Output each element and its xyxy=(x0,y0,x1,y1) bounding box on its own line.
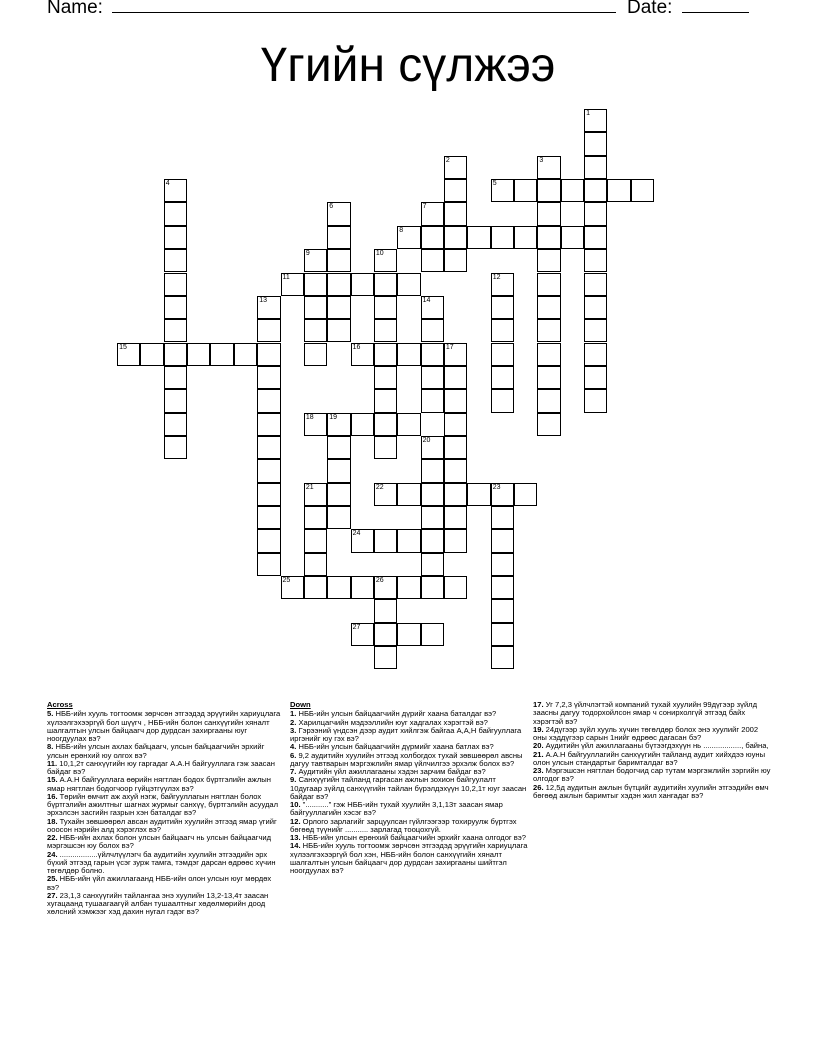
date-label: Date: xyxy=(627,0,673,18)
crossword-cell[interactable] xyxy=(491,273,514,296)
crossword-cell[interactable] xyxy=(327,506,350,529)
clue-number: 7 xyxy=(422,203,427,211)
crossword-cell[interactable] xyxy=(281,576,304,599)
crossword-cell[interactable] xyxy=(584,366,607,389)
crossword-cell[interactable] xyxy=(327,483,350,506)
clue-number-label: 22. xyxy=(47,833,58,842)
crossword-cell[interactable] xyxy=(491,506,514,529)
crossword-cell[interactable] xyxy=(304,296,327,319)
clue-text: НББ-ийн улсын байцаагчийн дүрийг хаана баталдаг вэ? xyxy=(296,709,497,719)
clue-number: 27 xyxy=(352,623,361,631)
across-heading: Across xyxy=(47,700,73,709)
clue-text: Тухайн зөвшөөрөл авсан аудитийн хуулийн этгээд ямар үгийг ооосон нэрийн алд хэрэглэх вэ? xyxy=(47,816,277,834)
clue-text: Харилцагчийн мэдээллийн юуг хадгалах хэрэгтэй вэ? xyxy=(296,717,488,727)
crossword-cell[interactable] xyxy=(164,202,187,225)
crossword-cell[interactable] xyxy=(117,343,140,366)
crossword-cell[interactable] xyxy=(304,553,327,576)
crossword-cell[interactable] xyxy=(257,506,280,529)
crossword-cell[interactable] xyxy=(164,179,187,202)
clue-text: НББ-ийн ахлах болон улсын байцаагч нь улсын байцаагчид мэргэшсэн юу болох вэ? xyxy=(47,833,272,851)
clue-number: 23 xyxy=(492,483,501,491)
crossword-cell[interactable] xyxy=(187,343,210,366)
crossword-cell[interactable] xyxy=(421,576,444,599)
crossword-cell[interactable] xyxy=(397,623,420,646)
crossword-cell[interactable] xyxy=(584,249,607,272)
crossword-cell[interactable] xyxy=(304,413,327,436)
clue-item xyxy=(533,726,771,743)
clue-number: 18 xyxy=(305,413,314,421)
crossword-cell[interactable] xyxy=(374,296,397,319)
crossword-cell[interactable] xyxy=(444,576,467,599)
crossword-cell[interactable] xyxy=(537,366,560,389)
crossword-cell[interactable] xyxy=(257,413,280,436)
clue-text: ..................үйлчлүүлэгч ба аудитийн хуулийн этгээдийн эрх бүхий этгээд гарын үсэг зурж тамга, тэмдэг дарсан өдрөөс хүчин төгөлдөр болно. xyxy=(47,849,276,875)
clue-text: НББ-ийн үйл ажиллагаанд НББ-ийн олон улсын юуг мөрдөх вэ? xyxy=(47,874,272,892)
clue-text: 23,1,3 санхүүгийн тайлангаа энэ хуулийн 13,2-13,4т заасан хугацаанд тушаагаагүй албан тушаалтныг хөдөлмөрийн доод хөлсний хэмжээг хэд дахин нугал гэдэг вэ? xyxy=(47,890,269,917)
clue-text: Аудитийн үйл ажиллагааны хэдэн зарчим байдаг вэ? xyxy=(296,767,486,776)
clue-item xyxy=(290,727,528,744)
clue-text: А.А.Н байгууллагийн санхүүгийн тайланд аудит хийхдээ юуны олон улсын стандартыг баримталдаг вэ? xyxy=(533,749,766,767)
crossword-cell[interactable] xyxy=(561,226,584,249)
across-clues xyxy=(47,701,285,917)
crossword-cell[interactable] xyxy=(397,576,420,599)
clue-number-label: 7. xyxy=(290,767,297,776)
crossword-cell[interactable] xyxy=(304,319,327,342)
crossword-cell[interactable] xyxy=(397,343,420,366)
crossword-cell[interactable] xyxy=(257,343,280,366)
crossword-cell[interactable] xyxy=(257,319,280,342)
crossword-cell[interactable] xyxy=(537,273,560,296)
crossword-cell[interactable] xyxy=(537,296,560,319)
crossword-cell[interactable] xyxy=(537,343,560,366)
crossword-cell[interactable] xyxy=(374,273,397,296)
clue-text: 9,2 аудитийн хуулийн этгээд холбогдох тухай зөвшөөрөл авсны дагуу тавтварын мэргэжлийн ямар үйлчилгээ эрхэлж болох вэ? xyxy=(290,750,523,768)
crossword-cell[interactable] xyxy=(467,226,490,249)
clue-number: 12 xyxy=(492,273,501,281)
clue-item xyxy=(290,801,528,818)
clue-number-label: 21. xyxy=(533,749,544,759)
crossword-cell[interactable] xyxy=(257,553,280,576)
clue-number-label: 3. xyxy=(290,725,297,735)
crossword-cell[interactable] xyxy=(210,343,233,366)
crossword-cell[interactable] xyxy=(607,179,630,202)
clue-number-label: 16. xyxy=(47,791,58,801)
crossword-cell[interactable] xyxy=(561,179,584,202)
crossword-cell[interactable] xyxy=(327,576,350,599)
crossword-cell[interactable] xyxy=(444,343,467,366)
crossword-cell[interactable] xyxy=(257,483,280,506)
crossword-cell[interactable] xyxy=(444,156,467,179)
clue-number: 1 xyxy=(586,110,590,117)
crossword-cell[interactable] xyxy=(444,366,467,389)
crossword-cell[interactable] xyxy=(491,389,514,412)
crossword-cell[interactable] xyxy=(421,226,444,249)
crossword-cell[interactable] xyxy=(584,319,607,342)
crossword-cell[interactable] xyxy=(537,389,560,412)
clue-text: Уг 7,2,3 үйлчлэгтэй компаний тухай хуулийн 99дүгээр зүйлд заасны дагуу тодорхойлсон ямар ч сонирхолгүй этгээд байх хэрэгтэй вэ? xyxy=(533,700,758,726)
crossword-cell[interactable] xyxy=(421,459,444,482)
clue-number: 19 xyxy=(329,413,337,421)
crossword-cell[interactable] xyxy=(374,436,397,459)
crossword-cell[interactable] xyxy=(351,623,374,646)
clue-number-label: 17. xyxy=(533,700,544,709)
crossword-cell[interactable] xyxy=(444,459,467,482)
clue-number-label: 13. xyxy=(290,833,301,842)
clue-item xyxy=(47,875,285,892)
crossword-cell[interactable] xyxy=(164,226,187,249)
crossword-cell[interactable] xyxy=(374,319,397,342)
crossword-cell[interactable] xyxy=(164,273,187,296)
crossword-cell[interactable] xyxy=(327,273,350,296)
clue-item xyxy=(533,751,771,768)
clue-number-label: 18. xyxy=(47,816,58,826)
crossword-cell[interactable] xyxy=(304,249,327,272)
clue-text: "..........." гэж НББ-ийн тухай хуулийн 3,1,13т заасан ямар байгууллагийн хэсэг вэ? xyxy=(290,800,503,818)
crossword-cell[interactable] xyxy=(374,483,397,506)
clue-number: 14 xyxy=(422,296,431,304)
crossword-cell[interactable] xyxy=(374,413,397,436)
crossword-cell[interactable] xyxy=(327,202,350,225)
crossword-cell[interactable] xyxy=(584,179,607,202)
crossword-cell[interactable] xyxy=(584,273,607,296)
clue-text: 12,5д аудитын ажлын бүтцийг аудитийн хуулийн этгээдийн өмч бөгөөд ажлын баримтыг хэдэн жил хангадаг вэ? xyxy=(533,782,769,800)
crossword-cell[interactable] xyxy=(444,226,467,249)
down-clues xyxy=(290,701,528,875)
clue-item xyxy=(290,818,528,835)
crossword-cell[interactable] xyxy=(140,343,163,366)
clue-number: 4 xyxy=(165,180,170,188)
crossword-cell[interactable] xyxy=(444,436,467,459)
clue-number-label: 23. xyxy=(533,766,544,775)
crossword-cell[interactable] xyxy=(421,553,444,576)
crossword-cell[interactable] xyxy=(397,529,420,552)
clue-number: 25 xyxy=(282,577,291,584)
clue-number: 5 xyxy=(492,180,497,188)
clue-text: НББ-ийн улсын ахлах байцаагч, улсын байцаагчийн эрхийг улсын ерөнхий юу олгох вэ? xyxy=(47,742,265,760)
crossword-cell[interactable] xyxy=(257,529,280,552)
crossword-cell[interactable] xyxy=(374,599,397,622)
clue-item xyxy=(47,793,285,818)
clue-number: 2 xyxy=(445,156,450,164)
crossword-cell[interactable] xyxy=(257,389,280,412)
crossword-cell[interactable] xyxy=(164,249,187,272)
crossword-cell[interactable] xyxy=(421,319,444,342)
crossword-cell[interactable] xyxy=(164,389,187,412)
crossword-cell[interactable] xyxy=(491,646,514,669)
crossword-cell[interactable] xyxy=(421,343,444,366)
crossword-cell[interactable] xyxy=(327,319,350,342)
clue-number-label: 2. xyxy=(290,717,297,727)
clue-number-label: 27. xyxy=(47,890,58,900)
name-label: Name: xyxy=(47,0,103,18)
clue-text: Аудитийн үйл ажиллагааны бүтээгдэхүүн нь .................., байна, xyxy=(543,741,769,751)
crossword-cell[interactable] xyxy=(584,343,607,366)
crossword-cell[interactable] xyxy=(351,413,374,436)
crossword-cell[interactable] xyxy=(304,529,327,552)
crossword-cell[interactable] xyxy=(374,366,397,389)
crossword-cell[interactable] xyxy=(327,436,350,459)
crossword-cell[interactable] xyxy=(491,553,514,576)
clue-number-label: 14. xyxy=(290,841,301,851)
clue-text: Мэргэшсэн нягтлан бодогчид сар тутам мэргэжлийн зэргийн юу олгодог вэ? xyxy=(533,766,771,784)
crossword-cell[interactable] xyxy=(304,483,327,506)
crossword-cell[interactable] xyxy=(234,343,257,366)
crossword-cell[interactable] xyxy=(444,389,467,412)
crossword-cell[interactable] xyxy=(421,389,444,412)
crossword-cell[interactable] xyxy=(257,459,280,482)
crossword-cell[interactable] xyxy=(514,179,537,202)
crossword-cell[interactable] xyxy=(537,226,560,249)
clue-number-label: 10. xyxy=(290,800,301,809)
clue-text: НББ-ийн улсын ерөнхий байцаагчийн эрхийг хаана олгодог вэ? xyxy=(300,833,526,842)
down-heading: Down xyxy=(290,700,311,709)
crossword-cell[interactable] xyxy=(537,156,560,179)
clue-item xyxy=(290,776,528,801)
clue-number-label: 11. xyxy=(47,758,58,768)
clue-number-label: 15. xyxy=(47,775,58,785)
crossword-cell[interactable] xyxy=(537,179,560,202)
crossword-cell[interactable] xyxy=(491,483,514,506)
crossword-cell[interactable] xyxy=(327,249,350,272)
crossword-cell[interactable] xyxy=(257,296,280,319)
crossword-cell[interactable] xyxy=(351,576,374,599)
crossword-cell[interactable] xyxy=(257,366,280,389)
crossword-cell[interactable] xyxy=(537,202,560,225)
crossword-cell[interactable] xyxy=(304,343,327,366)
crossword-cell[interactable] xyxy=(164,319,187,342)
clue-number: 22 xyxy=(375,483,384,491)
clue-number: 21 xyxy=(305,483,314,491)
crossword-cell[interactable] xyxy=(397,413,420,436)
clue-item xyxy=(47,818,285,835)
clue-number: 6 xyxy=(329,203,334,211)
crossword-cell[interactable] xyxy=(514,226,537,249)
crossword-cell[interactable] xyxy=(514,483,537,506)
crossword-cell[interactable] xyxy=(491,599,514,622)
crossword-cell[interactable] xyxy=(397,226,420,249)
crossword-cell[interactable] xyxy=(444,413,467,436)
crossword-cell[interactable] xyxy=(374,576,397,599)
crossword-cell[interactable] xyxy=(164,343,187,366)
crossword-cell[interactable] xyxy=(164,436,187,459)
crossword-cell[interactable] xyxy=(584,109,607,132)
crossword-cell[interactable] xyxy=(491,366,514,389)
crossword-cell[interactable] xyxy=(304,506,327,529)
crossword-cell[interactable] xyxy=(421,249,444,272)
crossword-cell[interactable] xyxy=(351,343,374,366)
crossword-cell[interactable] xyxy=(421,506,444,529)
crossword-cell[interactable] xyxy=(491,529,514,552)
crossword-cell[interactable] xyxy=(491,319,514,342)
crossword-cell[interactable] xyxy=(421,202,444,225)
clue-item xyxy=(47,851,285,876)
clue-text: Санхүүгийн тайланд гаргасан ажлын зохион байгуулалт 10дугаар зүйлд санхүүгийн тайлан бүрэлдэхүүн 10,2,1т юуг заасан байдаг вэ? xyxy=(290,775,527,801)
clue-number-label: 24. xyxy=(47,849,58,859)
clue-item xyxy=(47,710,285,743)
crossword-cell[interactable] xyxy=(374,389,397,412)
crossword-cell[interactable] xyxy=(491,623,514,646)
clue-text: А.А.Н байгууллага өөрийн нягтлан бодох бүртгэлийн ажлын ямар нягтлан бодогчоор гүйцэтгүүлэх вэ? xyxy=(47,775,271,793)
clue-number-label: 6. xyxy=(290,750,297,760)
crossword-cell[interactable] xyxy=(421,296,444,319)
crossword-cell[interactable] xyxy=(467,483,490,506)
crossword-cell[interactable] xyxy=(491,576,514,599)
clue-number-label: 1. xyxy=(290,709,297,719)
clue-text: 24дүгээр зүйл хууль хүчин төгөлдөр болох энэ хуулийг 2002 оны хэддүгээр сарын 1нийг өдрөөс дагасан бэ? xyxy=(533,724,759,742)
crossword-cell[interactable] xyxy=(304,273,327,296)
clue-number-label: 5. xyxy=(47,709,54,719)
crossword-cell[interactable] xyxy=(257,436,280,459)
crossword-cell[interactable] xyxy=(374,646,397,669)
crossword-cell[interactable] xyxy=(164,413,187,436)
crossword-cell[interactable] xyxy=(327,226,350,249)
crossword-cell[interactable] xyxy=(631,179,654,202)
clue-item xyxy=(47,743,285,760)
clue-text: НББ-ийн улсын байцаагчийн дүрмийг хаана батлах вэ? xyxy=(296,742,494,752)
clue-number: 10 xyxy=(375,250,384,258)
crossword-cell[interactable] xyxy=(421,623,444,646)
crossword-cell[interactable] xyxy=(444,202,467,225)
crossword-cell[interactable] xyxy=(444,506,467,529)
down-clues-continued xyxy=(533,701,771,800)
clue-item xyxy=(290,752,528,769)
clue-number-label: 20. xyxy=(533,741,544,751)
crossword-cell[interactable] xyxy=(304,576,327,599)
clue-number-label: 8. xyxy=(47,742,54,752)
crossword-cell[interactable] xyxy=(281,273,304,296)
crossword-cell[interactable] xyxy=(537,249,560,272)
crossword-cell[interactable] xyxy=(444,249,467,272)
clue-text: Төрийн өмчит аж ахуй нэгж, байгууллагын нягтлан болох бүртгэлийн ажилтныг шагнах журмыг санхүү, бүртгэлийн асуудал эрхэлсэн засгийн газрын хэн баталдаг вэ? xyxy=(47,791,279,818)
clue-number: 13 xyxy=(259,296,267,304)
crossword-cell[interactable] xyxy=(327,296,350,319)
crossword-cell[interactable] xyxy=(327,413,350,436)
crossword-cell[interactable] xyxy=(584,202,607,225)
clue-item xyxy=(47,776,285,793)
clue-text: Гэрээний үндсэн дээр аудит хийлгэж байгаа А,А,Н байгууллага иргэнийг юу гэх вэ? xyxy=(290,725,522,743)
crossword-cell[interactable] xyxy=(444,529,467,552)
clue-text: НББ-ийн хууль тогтоомж зөрчсөн этгээдэд эрүүгийн хариуцлага хүлээлгэхээргүй бол шүүгч , НББ-ийн болон санхүүгийн хяналт шалгалтын улсын байцаагч дор дурдсан захиргааны юуг ноогдуулах вэ? xyxy=(47,709,281,743)
crossword-cell[interactable] xyxy=(374,623,397,646)
clue-number: 8 xyxy=(399,226,404,234)
crossword-cell[interactable] xyxy=(374,249,397,272)
crossword-cell[interactable] xyxy=(421,529,444,552)
crossword-cell[interactable] xyxy=(584,132,607,155)
crossword-cell[interactable] xyxy=(491,343,514,366)
crossword-cell[interactable] xyxy=(444,483,467,506)
clue-text: НББ-ийн хууль тогтоомж зөрчсөн этгээдэд эрүүгийн хариуцлага хүлээлгэхээргүй бол хэн, НББ-ийн болон санхүүгийн хяналт шалгалтын улсын байцаагч дор дурдсан захиргааны шийтгэл ноогдуулах вэ? xyxy=(290,841,528,875)
clue-item xyxy=(47,834,285,851)
crossword-cell[interactable] xyxy=(584,226,607,249)
clue-text: 10,1,2т санхүүгийн юу гаргадаг А.А.Н байгууллага гэж заасан байдаг вэ? xyxy=(47,758,275,776)
crossword-cell[interactable] xyxy=(374,529,397,552)
clue-item xyxy=(533,701,771,726)
clue-number-label: 19. xyxy=(533,724,544,734)
crossword-cell[interactable] xyxy=(421,366,444,389)
crossword-cell[interactable] xyxy=(164,296,187,319)
crossword-cell[interactable] xyxy=(397,273,420,296)
clue-item xyxy=(533,767,771,784)
clue-item xyxy=(47,760,285,777)
clue-number: 3 xyxy=(539,156,544,164)
crossword-cell[interactable] xyxy=(421,436,444,459)
clue-number: 9 xyxy=(305,250,310,258)
clue-number-label: 4. xyxy=(290,742,297,752)
clue-number: 26 xyxy=(375,577,384,584)
crossword-cell[interactable] xyxy=(491,226,514,249)
crossword-cell[interactable] xyxy=(584,389,607,412)
clue-number: 11 xyxy=(282,273,290,281)
clue-number: 24 xyxy=(352,530,361,538)
clue-number-label: 9. xyxy=(290,775,297,785)
crossword-cell[interactable] xyxy=(351,273,374,296)
crossword-cell[interactable] xyxy=(444,179,467,202)
clue-number: 17 xyxy=(445,343,454,351)
crossword-cell[interactable] xyxy=(537,319,560,342)
crossword-cell[interactable] xyxy=(584,296,607,319)
clue-number: 16 xyxy=(352,343,361,351)
crossword-cell[interactable] xyxy=(421,483,444,506)
crossword-cell[interactable] xyxy=(491,296,514,319)
clue-item xyxy=(290,842,528,875)
clue-number: 15 xyxy=(119,343,127,351)
clue-number-label: 25. xyxy=(47,874,58,884)
puzzle-title: Үгийн сүлжээ xyxy=(260,39,556,92)
crossword-cell[interactable] xyxy=(374,343,397,366)
clue-item xyxy=(533,784,771,801)
clue-number: 20 xyxy=(422,436,431,444)
clue-text: Орлого зарлагийг зарцуулсан гүйлгээгээр тохируулж бүртгэх бөгөөд түүнийг ........... зарлагад тооцохгүй. xyxy=(290,816,517,834)
crossword-cell[interactable] xyxy=(351,529,374,552)
clue-number-label: 12. xyxy=(290,816,301,826)
clue-item xyxy=(47,892,285,917)
crossword-cell[interactable] xyxy=(397,483,420,506)
clue-number-label: 26. xyxy=(533,782,544,792)
crossword-cell[interactable] xyxy=(537,413,560,436)
crossword-cell[interactable] xyxy=(491,179,514,202)
crossword-cell[interactable] xyxy=(327,459,350,482)
crossword-cell[interactable] xyxy=(584,156,607,179)
crossword-cell[interactable] xyxy=(164,366,187,389)
